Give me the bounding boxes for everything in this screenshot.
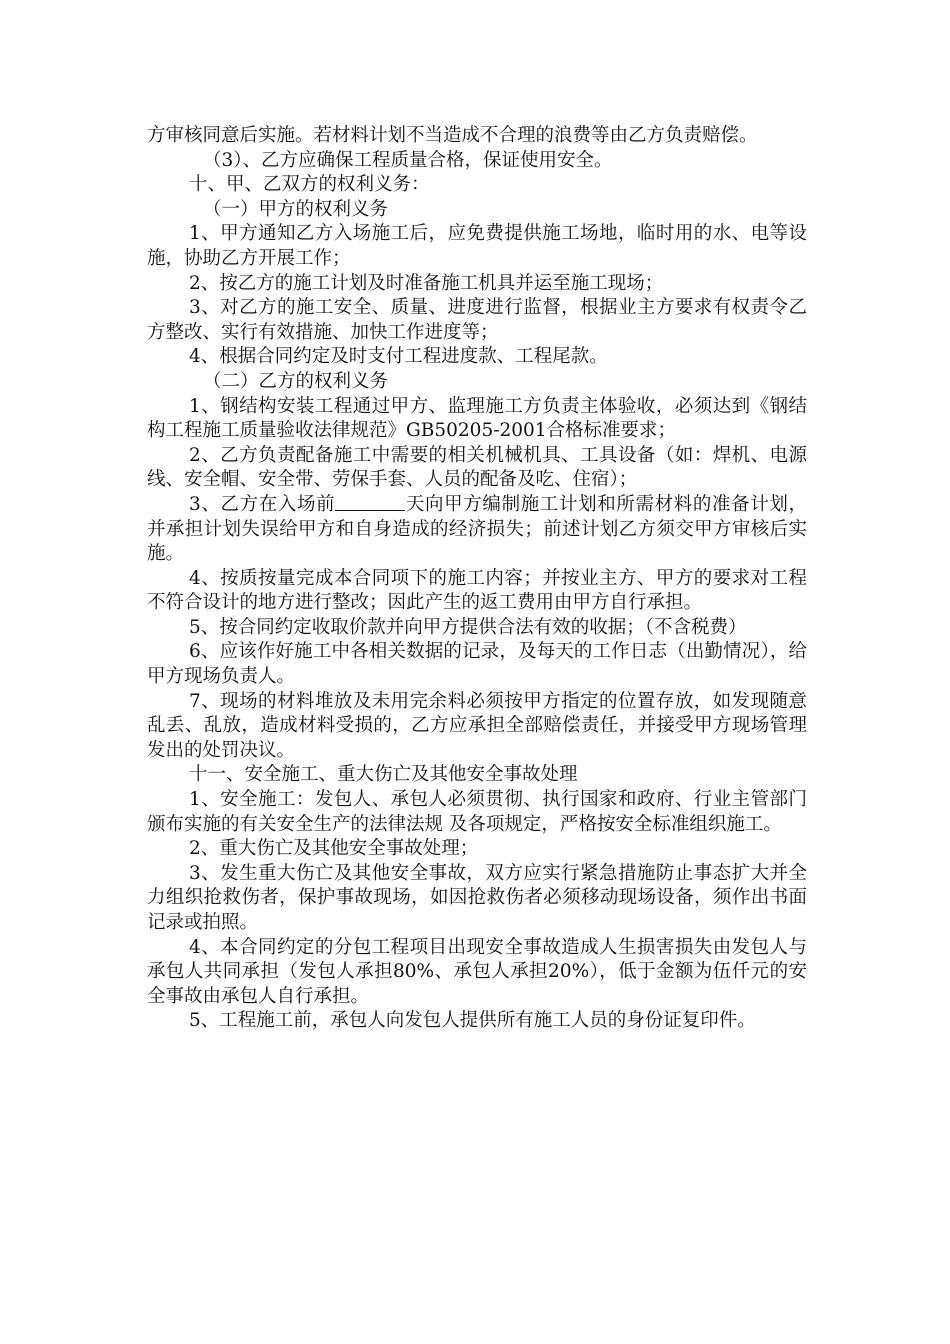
party-b-item-2: 2、乙方负责配备施工中需要的相关机械机具、工具设备（如：焊机、电源线、安全帽、安全带、劳保手套、人员的配备及吃、住宿）； [147, 444, 807, 491]
party-b-item-7: 7、现场的材料堆放及未用完余料必须按甲方指定的位置存放，如发现随意乱丢、乱放，造成材料受损的，乙方应承担全部赔偿责任，并接受甲方现场管理发出的处罚决议。 [147, 690, 807, 761]
safety-item-4: 4、本合同约定的分包工程项目出现安全事故造成人生损害损失由发包人与承包人共同承担（发包人承担80%、承包人承担20%），低于金额为伍仟元的安全事故由承包人自行承担。 [147, 936, 807, 1007]
safety-item-2: 2、重大伤亡及其他安全事故处理； [189, 838, 479, 860]
section-heading-safety: 十一、安全施工、重大伤亡及其他安全事故处理 [189, 764, 578, 786]
party-b-item-3-after-blank: 天向甲方编制施工计划和所需材料的准备计划，并承担计划失误给甲方和自身造成的经济损失；前述计划乙方须交甲方审核后实施。 [147, 493, 807, 565]
document-page [147, 124, 807, 1034]
fill-in-blank-days[interactable] [335, 494, 405, 511]
safety-item-1: 1、安全施工：发包人、承包人必须贯彻、执行国家和政府、行业主管部门颁布实施的有关安全生产的法律法规 及各项规定，严格按安全标准组织施工。 [147, 789, 807, 835]
party-b-item-6: 6、应该作好施工中各相关数据的记录，及每天的工作日志（出勤情况），给甲方现场负责人。 [147, 641, 807, 688]
party-a-item-2: 2、按乙方的施工计划及时准备施工机具并运至施工现场； [189, 272, 664, 294]
party-b-item-3 [147, 493, 807, 567]
safety-item-5: 5、工程施工前，承包人向发包人提供所有施工人员的身份证复印件。 [189, 1010, 756, 1032]
subsection-heading-party-b: （二）乙方的权利义务 [203, 370, 389, 392]
paragraph-quality-guarantee: （3）、乙方应确保工程质量合格，保证使用安全。 [203, 149, 613, 171]
party-a-item-4: 4、根据合同约定及时支付工程进度款、工程尾款。 [189, 346, 608, 368]
section-heading-rights-obligations: 十、甲、乙双方的权利义务： [189, 174, 430, 196]
party-b-item-3-before-blank: 3、乙方在入场前 [189, 493, 336, 515]
party-b-item-5: 5、按合同约定收取价款并向甲方提供合法有效的收据；（不含税费） [189, 616, 747, 638]
party-b-item-4: 4、按质按量完成本合同项下的施工内容；并按业主方、甲方的要求对工程不符合设计的地方进行整改；因此产生的返工费用由甲方自行承担。 [147, 567, 807, 614]
party-a-item-3: 3、对乙方的施工安全、质量、进度进行监督，根据业主方要求有权责令乙方整改、实行有效措施、加快工作进度等； [147, 297, 807, 343]
paragraph-material-liability: 方审核同意后实施。若材料计划不当造成不合理的浪费等由乙方负责赔偿。 [147, 125, 758, 146]
party-a-item-1: 1、甲方通知乙方入场施工后，应免费提供施工场地，临时用的水、电等设施，协助乙方开展工作； [147, 223, 807, 269]
subsection-heading-party-a: （一）甲方的权利义务 [203, 198, 389, 220]
party-b-item-1: 1、钢结构安装工程通过甲方、监理施工方负责主体验收，必须达到《钢结构工程施工质量验收法律规范》GB50205-2001合格标准要求； [147, 395, 807, 442]
safety-item-3: 3、发生重大伤亡及其他安全事故，双方应实行紧急措施防止事态扩大并全力组织抢救伤者，保护事故现场，如因抢救伤者必须移动现场设备，须作出书面记录或拍照。 [147, 862, 807, 933]
